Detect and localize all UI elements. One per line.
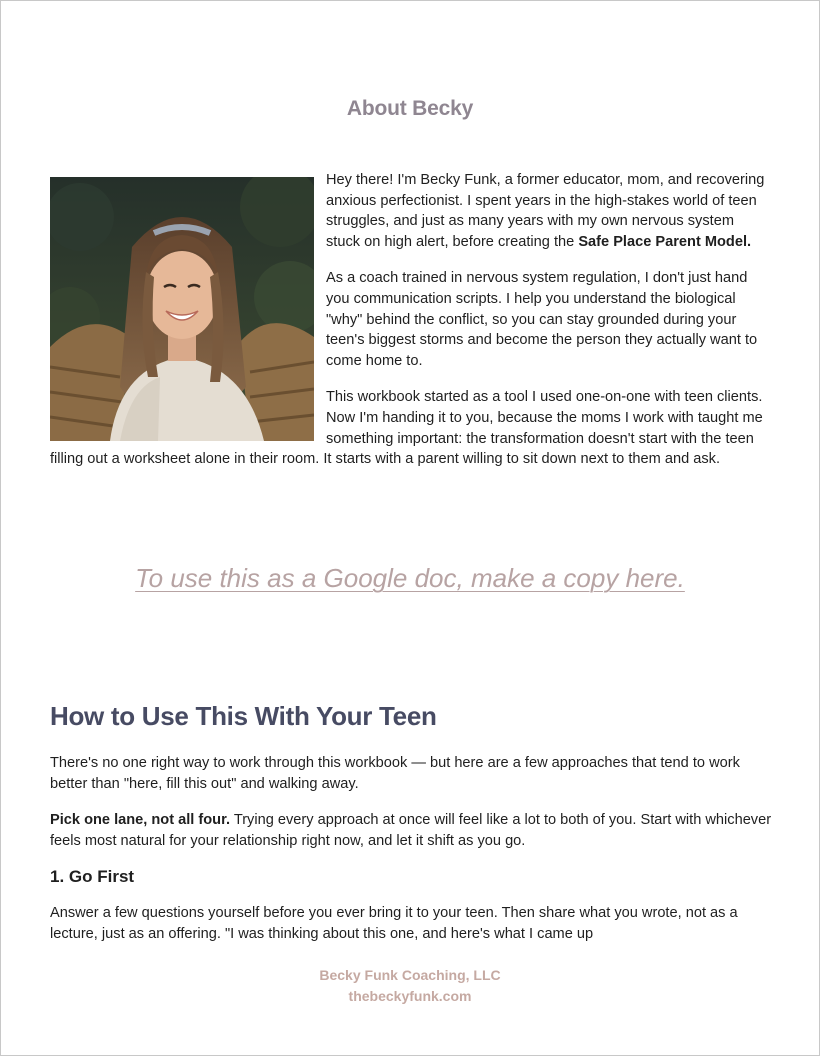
profile-photo [50,177,314,441]
about-paragraph-1-text: Hey there! I'm Becky Funk, a former educator, mom, and recovering anxious perfectionist. I spent years in the high-stakes world of teen struggles, and just as many years with my own nervous system stuck on high alert, before creating the [326,172,765,250]
about-title: About Becky [346,97,474,120]
howto-lane-text: Trying every approach at once will feel like a lot to both of you. Start with whichever feels most natural for your relationship right now, and let it shift as you go. [50,812,772,849]
howto-lane-bold: Pick one lane, not all four. [50,812,231,829]
about-paragraph-3: This workbook started as a tool I used one-on-one with teen clients. Now I'm handing it to you, because the moms I work with taught me something important: the transformation doesn't start with the teen filling out a worksheet alone in their room. It starts with a parent willing to sit down next to them and ask. [50,389,763,468]
page-footer [1,965,819,1007]
footer-company: Becky Funk Coaching, LLC [319,967,501,983]
step-1-heading: 1. Go First [50,867,135,887]
about-section [50,170,772,486]
profile-photo-illustration [50,177,314,441]
step-1-text: Answer a few questions yourself before you ever bring it to your teen. Then share what you wrote, not as a lecture, just as an offering. "I was thinking about this one, and here's what I came up [50,904,738,942]
howto-section [50,753,778,960]
about-paragraph-2: As a coach trained in nervous system regulation, I don't just hand you communication scripts. I help you understand the biological "why" behind the conflict, so you can stay grounded during your teen's biggest storms and become the person they actually want to come home to. [326,270,758,369]
footer-website: thebeckyfunk.com [348,988,472,1004]
safe-place-parent-model: Safe Place Parent Model. [578,233,752,250]
howto-lane-paragraph [50,810,778,851]
howto-title: How to Use This With Your Teen [50,701,437,731]
howto-intro: There's no one right way to work through this workbook — but here are a few approaches that tend to work better than "here, fill this out" and walking away. [50,755,740,792]
make-copy-link[interactable]: To use this as a Google doc, make a copy here. [135,563,685,593]
